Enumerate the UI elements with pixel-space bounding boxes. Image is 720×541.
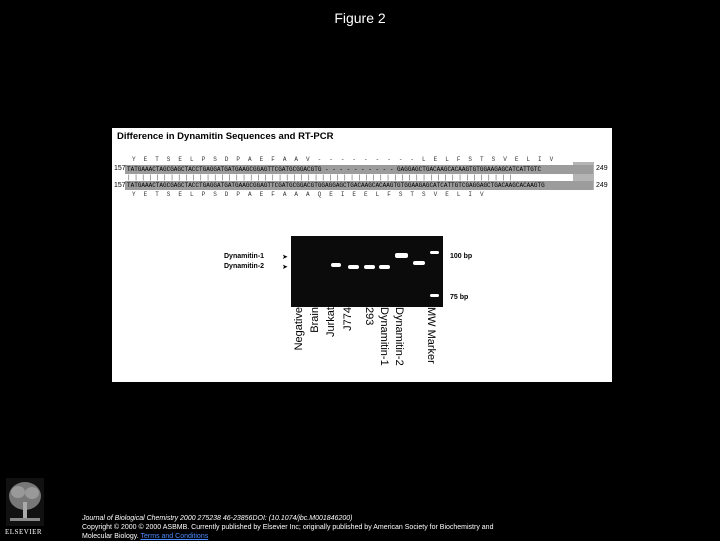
label-75bp: 75 bp: [450, 294, 469, 301]
slide-title: Figure 2: [334, 10, 386, 26]
figure-title: Difference in Dynamitin Sequences and RT-PCR: [117, 131, 334, 142]
elsevier-logo: [6, 478, 44, 532]
terms-link[interactable]: Terms and Conditions: [140, 533, 209, 540]
lane-label: Jurkat: [325, 307, 337, 337]
figure-panel: [112, 128, 612, 382]
label-dynamitin-1: Dynamitin-1: [224, 253, 265, 260]
arrow-icon: ➤: [282, 264, 288, 271]
seq-start-2: 157: [114, 182, 126, 189]
seq-end-1: 249: [596, 165, 608, 172]
seq-end-2: 249: [596, 182, 608, 189]
gel-image: [291, 236, 443, 307]
lane-label: Brain: [309, 307, 321, 333]
aa-row-2: Y E T S E L P S D P A E F A A A Q E I E E L F S T S V E L I V: [132, 191, 486, 198]
lane-label: Dynamitin-2: [393, 307, 405, 366]
label-100bp: 100 bp: [450, 253, 473, 260]
alignment-bars: | | | | | | | | | | | | | | | | | | | | | | | | | | | | | | | | | | | | | | | | | | | | | | | | | | | | | |: [127, 174, 513, 181]
citation: Journal of Biological Chemistry 2000 275238 46-23856DOI: (10.1074/jbc.M001846200): [82, 515, 353, 522]
copyright: Copyright © 2000 © 2000 ASBMB. Currently published by Elsevier Inc; originally published by American Society for Biochemistry and Molecular Biology. Terms and Conditions: [82, 524, 494, 540]
label-dynamitin-2: Dynamitin-2: [224, 263, 265, 270]
lane-label: J774: [342, 307, 354, 331]
lane-label: MW Marker: [425, 307, 437, 364]
lane-label: Dynamitin-1: [378, 307, 390, 366]
aa-row-1: Y E T S E L P S D P A E F A A V - - - - - - - - - L E L F S T S V E L I V: [132, 156, 556, 163]
arrow-icon: ➤: [282, 254, 288, 261]
dna-row-2: TATGAAACTAGCGAGCTACCTGAGGATGATGAAGCGGAGTTCGATGCGGACGTGGAGGAGCTGACAAGCACAAGTGTGGAAGAGCATCATTGTCGAGGAGCTGACAAGCACAAGTG: [127, 182, 545, 189]
dna-row-1: TATGAAACTAGCGAGCTACCTGAGGATGATGAAGCGGAGTTCGATGCGGACGTG - - - - - - - - - - GAGGAGCTGACAAGCACAAGTGTGGAAGAGCATCATTGTC: [127, 166, 542, 173]
lane-label: 293: [363, 307, 375, 326]
footer: [82, 514, 502, 541]
elsevier-logo-text: ELSEVIER: [5, 528, 43, 536]
seq-start-1: 157: [114, 165, 126, 172]
lane-label: Negative: [293, 307, 305, 351]
